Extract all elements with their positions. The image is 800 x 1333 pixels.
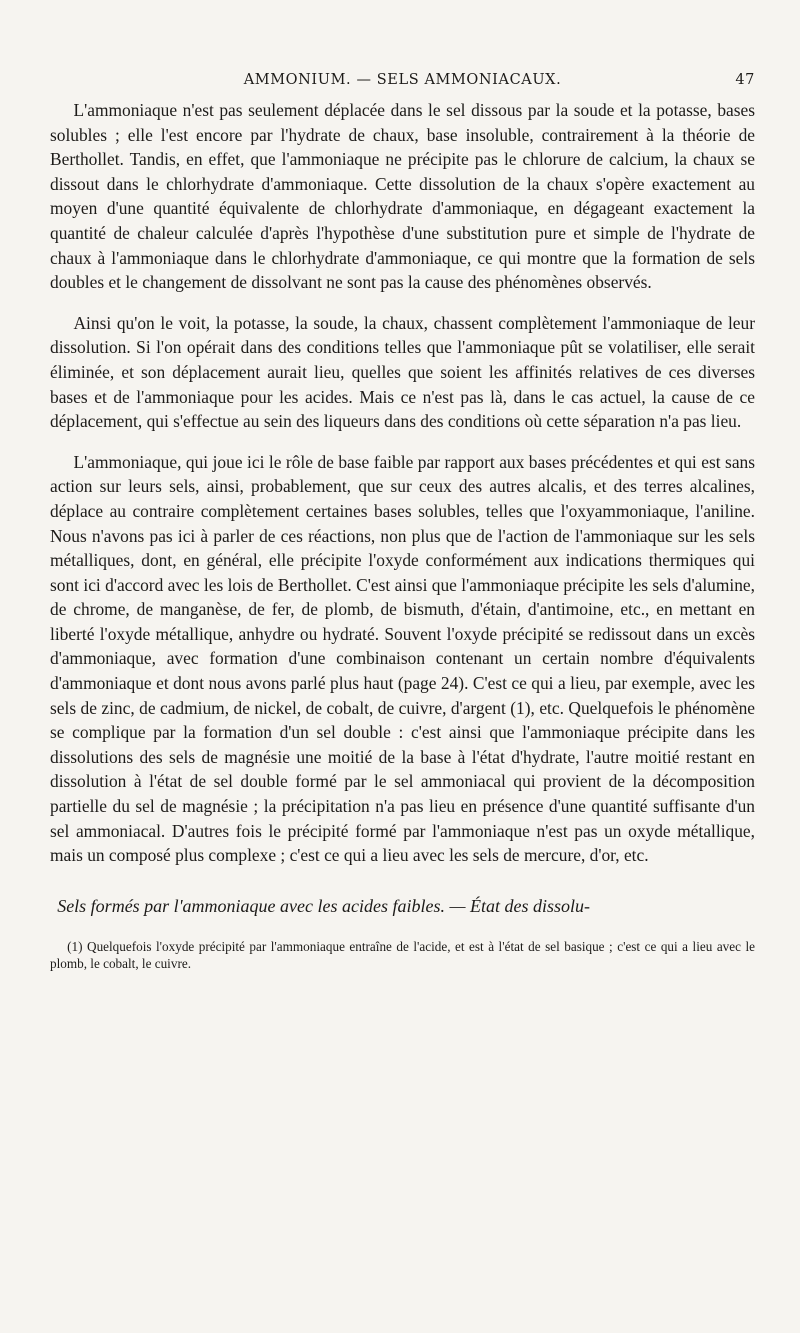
footnote: (1) Quelquefois l'oxyde précipité par l'ammoniaque entraîne de l'acide, et est à l'état de sel basique ; c'est ce qui a lieu avec le plomb, le cobalt, le cuivre. (50, 939, 755, 972)
body-text (50, 98, 755, 972)
page-number: 47 (735, 72, 755, 88)
section-heading: Sels formés par l'ammoniaque avec les acides faibles. — État des dissolu- (57, 895, 590, 916)
paragraph-2: Ainsi qu'on le voit, la potasse, la soude, la chaux, chassent complètement l'ammoniaque de leur dissolution. Si l'on opérait dans des conditions telles que l'ammoniaque pût se volatiliser, elle serait éliminée, et son déplacement aurait lieu, quelles que soient les affinités relatives de ces diverses bases et de l'ammoniaque pour les acides. Mais ce n'est pas là, dans le cas actuel, la cause de ce déplacement, qui s'effectue au sein des liqueurs dans des conditions où cette séparation n'a pas lieu. (50, 312, 755, 432)
running-title: AMMONIUM. — SELS AMMONIACAUX. (243, 72, 562, 88)
paragraph-1: L'ammoniaque n'est pas seulement déplacée dans le sel dissous par la soude et la potasse, bases solubles ; elle l'est encore par l'hydrate de chaux, base insoluble, contrairement à la théorie de Berthollet. Tandis, en effet, que l'ammoniaque ne précipite pas le chlorure de calcium, la chaux se dissout dans le chlorhydrate d'ammoniaque. Cette dissolution de la chaux s'opère exactement au moyen d'une quantité équivalente de chlorhydrate d'ammoniaque, en dégageant exactement la quantité de chaleur calculée d'après l'hypothèse d'une substitution pure et simple de l'hydrate de chaux à l'ammoniaque dans le chlorhydrate d'ammoniaque, ce qui montre que la formation de sels doubles et le changement de dissolvant ne sont pas la cause des phénomènes observés. (50, 100, 755, 293)
page-header (50, 72, 755, 94)
paragraph-3: L'ammoniaque, qui joue ici le rôle de base faible par rapport aux bases précédentes et qui est sans action sur leurs sels, ainsi, probablement, que sur ceux des autres alcalis, et des terres alcalines, déplace au contraire complètement certaines bases solubles, telles que l'oxyammoniaque, l'aniline. Nous n'avons pas ici à parler de ces réactions, non plus que de l'action de l'ammoniaque sur les sels métalliques, dont, en général, elle précipite l'oxyde conformément aux indications thermiques qui sont ici d'accord avec les lois de Berthollet. C'est ainsi que l'ammoniaque précipite les sels d'alumine, de chrome, de manganèse, de fer, de plomb, de bismuth, d'étain, d'antimoine, etc., en mettant en liberté l'oxyde métallique, anhydre ou hydraté. Souvent l'oxyde précipité se redissout dans un excès d'ammoniaque, avec formation d'une combinaison contenant un certain nombre d'équivalents d'ammoniaque et dont nous avons parlé plus haut (page 24). C'est ce qui a lieu, par exemple, avec les sels de zinc, de cadmium, de nickel, de cobalt, de cuivre, d'argent (1), etc. Quelquefois le phénomène se complique par la formation d'un sel double : c'est ainsi que l'ammoniaque précipite dans les dissolutions des sels de magnésie une moitié de la base à l'état d'hydrate, l'autre moitié restant en dissolution à l'état de sel double formé par le sel ammoniacal qui provient de la décomposition partielle du sel de magnésie ; la précipitation n'a pas lieu en présence d'une quantité suffisante d'un sel ammoniacal. D'autres fois le précipité formé par l'ammoniaque n'est pas un oxyde métallique, mais un composé plus complexe ; c'est ce qui a lieu avec les sels de mercure, d'or, etc. (50, 451, 755, 866)
